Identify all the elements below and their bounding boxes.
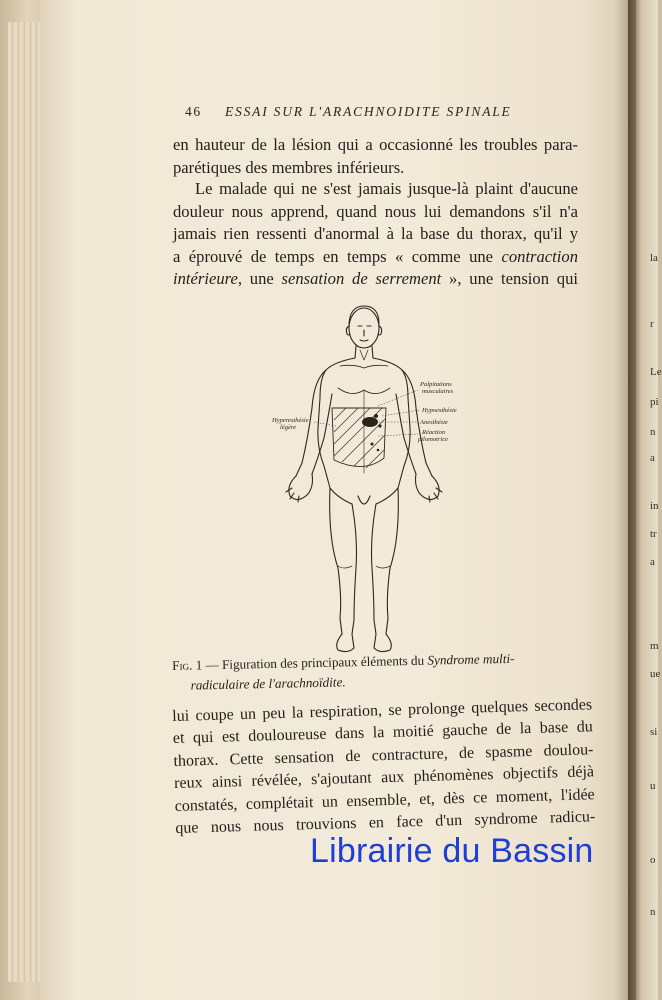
facing-fragment: n: [650, 426, 656, 438]
facing-fragment: in: [650, 500, 659, 512]
text-line: reux ainsi révélée, s'ajoutant aux phénomènes objectifs déjà: [173, 763, 595, 793]
text-segment: , une: [237, 269, 282, 288]
face-details: [358, 326, 371, 341]
hatched-zone-outline: [332, 408, 386, 467]
text-line: que nous nous trouvions en face d'un syndrome radicu-: [175, 808, 596, 837]
hand-left: [286, 474, 313, 502]
knees: [338, 566, 390, 568]
text-line: [173, 246, 578, 269]
text-line: douleur nous apprend, quand nous lui demandons s'il n'a: [173, 201, 578, 221]
foot-right: [374, 634, 391, 652]
label-reaction: Réaction: [422, 429, 446, 436]
paragraph-2: [173, 178, 578, 291]
facing-fragment: o: [650, 854, 656, 866]
text-segment: a éprouvé de temps en temps « comme une: [173, 246, 502, 266]
leg-right: [372, 488, 399, 634]
page-edges: [8, 22, 42, 982]
text-segment: », une tension qui: [441, 269, 579, 288]
label-pilomotrice: pilomotrice: [418, 436, 448, 443]
facing-fragment: si: [650, 726, 658, 738]
label-anesthesie: Anesthésie: [420, 419, 448, 426]
caption-line-2: radiculaire de l'arachnoïdite.: [190, 674, 346, 693]
spine-shadow: [614, 0, 636, 1000]
paragraph-3: [172, 694, 596, 840]
clavicles: [340, 365, 388, 368]
italic-segment: contraction: [501, 246, 578, 266]
page-number: 46: [185, 104, 202, 119]
pelvis: [330, 488, 398, 504]
figure-number: Fig. 1: [172, 657, 203, 673]
text-line: jamais rien ressenti d'anormal à la base du thorax, qu'il y: [173, 224, 578, 243]
facing-fragment: la: [650, 252, 658, 264]
paragraph-1: [173, 134, 578, 179]
label-hyperesthesie: Hyperesthésie: [272, 417, 309, 424]
italic-segment: intérieure: [173, 269, 238, 288]
text-line: [173, 268, 578, 291]
text-line: parétiques des membres inférieurs.: [173, 157, 405, 177]
facing-fragment: a: [650, 452, 655, 464]
label-legere: légère: [280, 424, 296, 431]
facing-fragment: m: [650, 640, 659, 652]
italic-segment: sensation de serrement: [281, 269, 442, 288]
genitals: [358, 496, 370, 504]
facing-fragment: tr: [650, 528, 657, 540]
facing-fragment: ue: [650, 668, 661, 680]
label-hypoesthesie: Hypoesthésie: [422, 407, 457, 414]
leader-lines: [314, 390, 420, 436]
label-palpitations: Palpitations: [420, 381, 452, 388]
text-line: thorax. Cette sensation de contracture, de spasme doulou-: [173, 741, 594, 770]
text-line: et qui est douloureuse dans la moitié gauche de la base du: [172, 718, 593, 748]
neck-tendons: [360, 350, 368, 360]
caption-line-1: [172, 651, 515, 673]
facing-fragment: u: [650, 780, 656, 792]
text-line: en hauteur de la lésion qui a occasionné les troubles para-: [173, 135, 578, 154]
figure-caption: [172, 648, 573, 696]
body-diagram-figure: [268, 298, 468, 658]
facing-fragment: n: [650, 906, 656, 918]
caption-text: — Figuration des principaux éléments du: [202, 652, 428, 673]
facing-fragment: pi: [650, 396, 659, 408]
foot-left: [337, 634, 354, 652]
head-outline: [349, 308, 379, 348]
caption-italic: Syndrome multi-: [427, 650, 515, 668]
label-musculaires: musculaires: [422, 388, 454, 395]
running-title: ESSAI SUR L'ARACHNOIDITE SPINALE: [225, 104, 512, 119]
leg-left: [330, 488, 357, 634]
facing-fragment: Le: [650, 366, 662, 378]
hand-right: [416, 474, 443, 502]
text-line: Le malade qui ne s'est jamais jusque-là plaint d'aucune: [195, 179, 578, 198]
watermark-text: Librairie du Bassin: [310, 832, 594, 870]
hair-outline: [349, 306, 379, 324]
facing-fragment: a: [650, 556, 655, 568]
text-line: lui coupe un peu la respiration, se prolonge quelques secondes: [172, 696, 593, 725]
text-line: constatés, complétait un ensemble, et, dès ce moment, l'idée: [174, 785, 595, 815]
facing-fragment: r: [650, 318, 654, 330]
